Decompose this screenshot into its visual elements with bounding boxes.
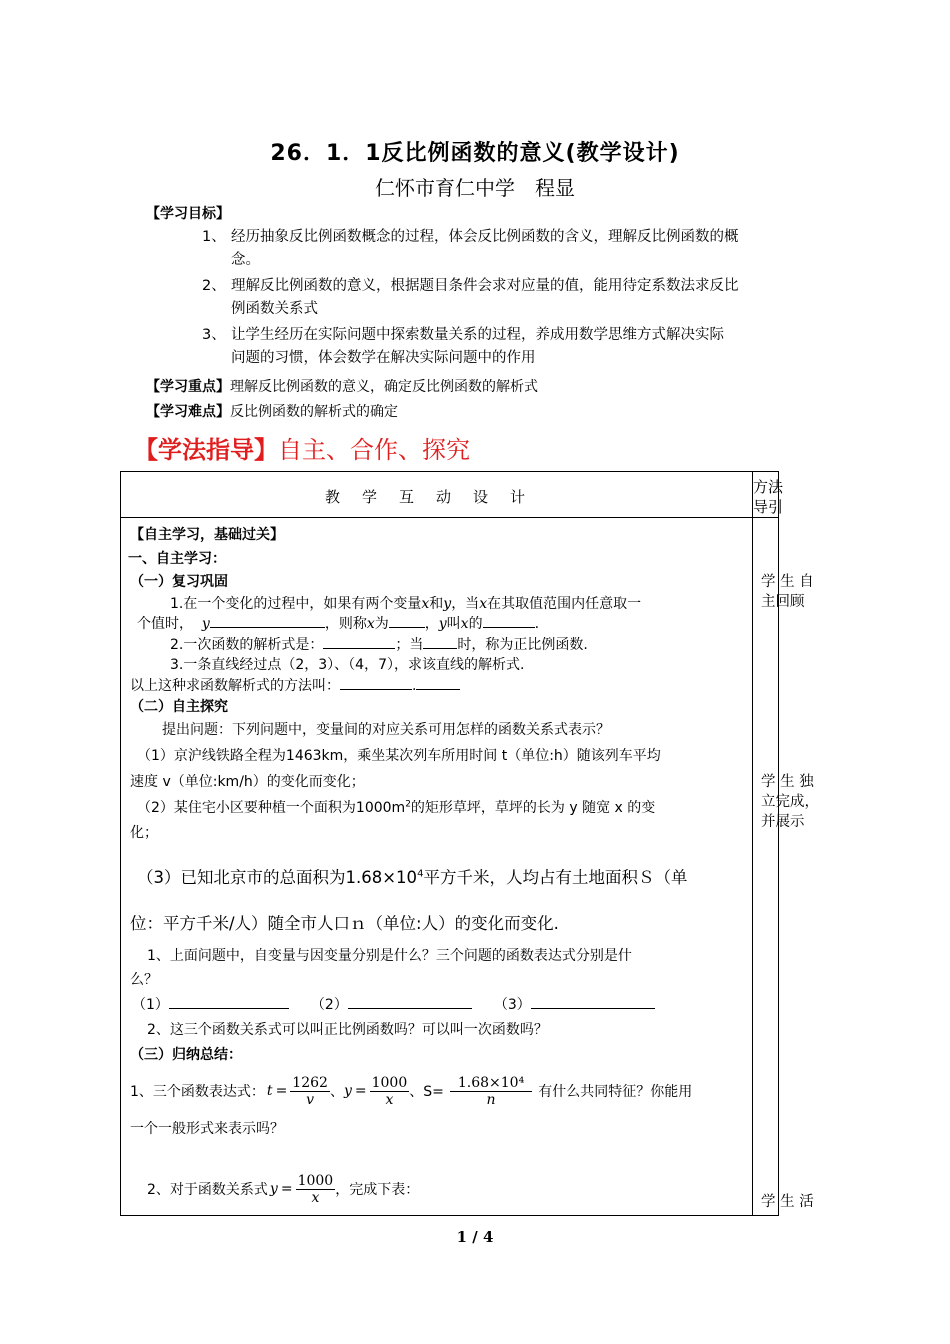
explore-intro: 提出问题：下列问题中，变量间的对应关系可用怎样的函数关系式表示？ (162, 722, 610, 738)
table-header-side-1: 方法 (753, 478, 784, 496)
goal-text-line2: 例函数关系式 (231, 301, 318, 317)
question-4: 以上这种求函数解析式的方法叫： . (130, 675, 460, 695)
answer-blank[interactable] (210, 613, 325, 628)
table-header-divider (120, 517, 778, 518)
goal-num: 3、 (202, 327, 226, 343)
question-3: 3.一条直线经过点（2，3）、（4，7），求该直线的解析式. (170, 657, 525, 673)
key-point-label: 【学习重点】 (146, 379, 230, 395)
problem-3-line2: 位：平方千米/人）随全市人口ｎ（单位:人）的变化而变化. (130, 914, 559, 933)
side-note-3: 学 生 活 (761, 1194, 814, 1210)
problem-1-line1: （1）京沪线铁路全程为1463km，乘坐某次列车所用时间 t（单位:h）随该列车平均 (137, 748, 661, 764)
difficulty-text: 反比例函数的解析式的确定 (230, 404, 398, 420)
method-guide-text: 自主、合作、探究 (278, 436, 470, 464)
summary-2: 2、对于函数关系式 y = $\frac{1000}{x}$ ，完成下表： (147, 1172, 420, 1206)
answer-blank[interactable] (323, 634, 395, 649)
goal-text-line2: 念。 (231, 252, 260, 268)
page-title: 26．1．1反比例函数的意义(教学设计) (270, 141, 680, 166)
key-point (146, 376, 538, 396)
problem-2-line2: 化； (130, 825, 158, 841)
section-1a: （一）复习巩固 (130, 574, 228, 590)
fraction-1: $\frac{1262}{v}$ (292, 1074, 328, 1108)
question-1-line1: 1.在一个变化的过程中，如果有两个变量x和y，当x在其取值范围内任意取一 (170, 596, 642, 612)
question-2: 2.一次函数的解析式是： ；当 时，称为正比例函数. (170, 634, 588, 654)
side-note-1: 学 生 自 主回顾 (761, 574, 814, 610)
table-header-side-2: 导引 (753, 498, 784, 516)
side-note-2: 学 生 独 立完成， 并展示 (761, 774, 819, 830)
answer-blank[interactable] (483, 613, 535, 628)
ask-1-line2: 么？ (130, 972, 158, 988)
summary-1-line1: 1、三个函数表达式： t = $\frac{1262}{v}$ 、 y = $\frac{1000}{x}$ 、S= $\frac{\text{1.68×10⁴}}{n}$ 有什么共同特征？你能用 (130, 1074, 693, 1108)
problem-1-line2: 速度 v（单位:km/h）的变化而变化； (130, 774, 365, 790)
question-1-line2: 个值时， y ，则称x为 ，y叫x的 . (137, 613, 539, 633)
difficulty-label: 【学习难点】 (146, 404, 230, 420)
section-1: 一、自主学习： (128, 551, 226, 567)
author-line: 仁怀市育仁中学 程显 (375, 176, 575, 200)
fraction-2: $\frac{1000}{x}$ (371, 1074, 408, 1108)
difficulty (146, 401, 398, 421)
page-number: 1 / 4 (456, 1228, 494, 1246)
answer-blank[interactable] (169, 994, 289, 1009)
ask-2: 2、这三个函数关系式可以叫正比例函数吗？可以叫一次函数吗？ (147, 1022, 548, 1038)
answer-blank[interactable] (340, 675, 412, 690)
fraction-3: $\frac{\text{1.68×10⁴}}{n}$ (450, 1075, 532, 1108)
ask-1-line1: 1、上面问题中，自变量与因变量分别是什么？三个问题的函数表达式分别是什 (147, 948, 632, 964)
goal-text-line1: 经历抽象反比例函数概念的过程，体会反比例函数的含义，理解反比例函数的概 (231, 229, 739, 245)
answer-blank[interactable] (423, 634, 457, 649)
answer-blank[interactable] (416, 675, 460, 690)
goal-item-3 (202, 324, 822, 370)
goals-heading: 【学习目标】 (146, 206, 230, 222)
answer-blank[interactable] (531, 994, 655, 1009)
method-guide-label: 【学法指导】 (134, 436, 278, 464)
goal-num: 1、 (202, 229, 226, 245)
answer-blank[interactable] (389, 613, 425, 628)
answer-blank[interactable] (348, 994, 472, 1009)
goal-item-2 (202, 275, 822, 321)
problem-2-line1: （2）某住宅小区要种植一个面积为$1000m^2$的矩形草坪，草坪的长为 y 随宽 x 的变 (137, 799, 656, 816)
table-header-main: 教学互动设计 (324, 488, 547, 506)
goal-text-line1: 理解反比例函数的意义，根据题目条件会求对应量的值，能用待定系数法求反比 (231, 278, 739, 294)
problem-3-line1: （3）已知北京市的总面积为$1.68\times 10^4$平方千米，人均占有土地面积Ｓ（单 (137, 868, 688, 887)
fraction-4: $\frac{1000}{x}$ (297, 1172, 334, 1206)
goal-item-1 (202, 226, 822, 272)
table-column-divider (752, 471, 753, 1215)
section-head: 【自主学习，基础过关】 (130, 527, 284, 543)
section-1b: （二）自主探究 (130, 699, 228, 715)
goal-num: 2、 (202, 278, 226, 294)
goal-text-line1: 让学生经历在实际问题中探索数量关系的过程，养成用数学思维方式解决实际 (231, 327, 724, 343)
key-point-text: 理解反比例函数的意义，确定反比例函数的解析式 (230, 379, 538, 395)
section-1c: （三）归纳总结： (130, 1047, 242, 1063)
answer-row: （1） （2） （3） (132, 994, 655, 1014)
method-guide (134, 430, 470, 465)
summary-1-line2: 一个一般形式来表示吗？ (130, 1121, 284, 1137)
goal-text-line2: 问题的习惯，体会数学在解决实际问题中的作用 (231, 350, 536, 366)
